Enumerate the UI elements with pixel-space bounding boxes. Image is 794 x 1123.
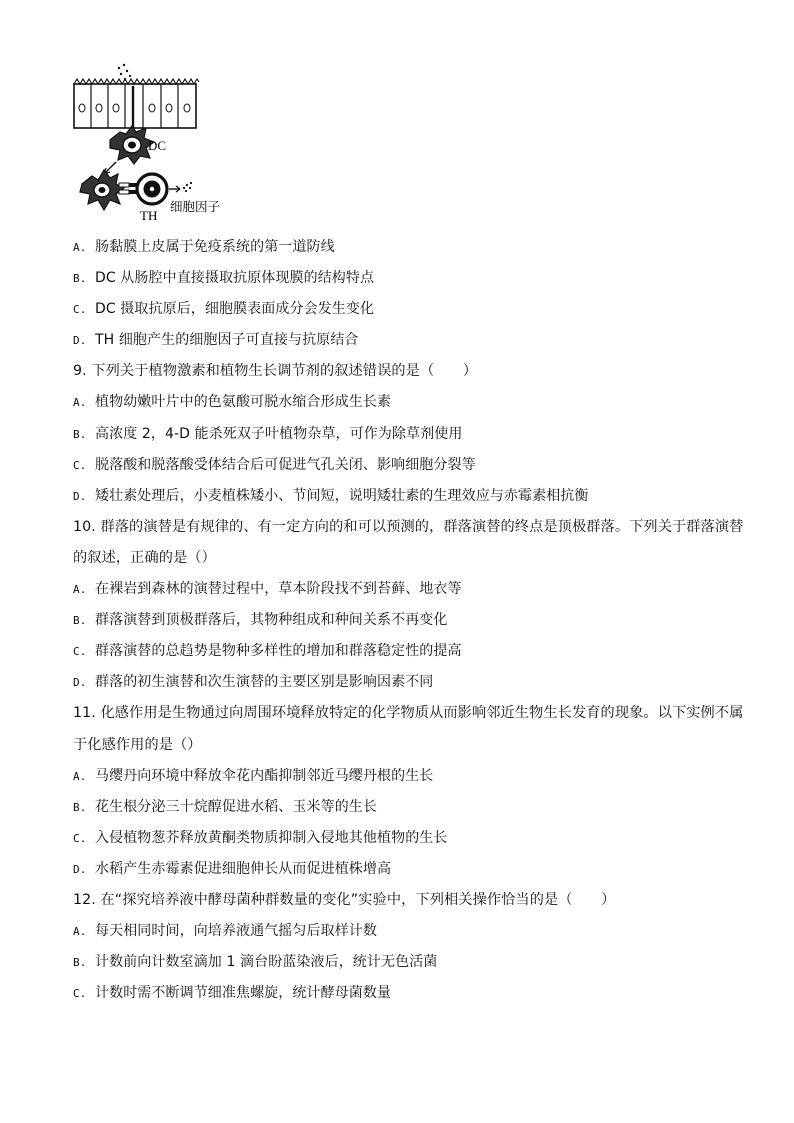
immune-diagram [72, 62, 252, 227]
option-label: C. [73, 645, 87, 659]
option-label: A. [73, 241, 87, 254]
option-label: B. [73, 427, 87, 441]
option-text: 水稻产生赤霉素促进细胞伸长从而促进植株增高 [95, 860, 392, 877]
option-line [73, 387, 733, 418]
option-label: A. [73, 769, 87, 783]
question-9-stem: 9. 下列关于植物激素和植物生长调节剂的叙述错误的是（ ） [73, 363, 478, 380]
option-label: C. [73, 831, 87, 845]
question-10-stem-cont: 的叙述，正确的是（） [73, 549, 216, 566]
option-line [73, 574, 733, 605]
option-label: B. [73, 956, 87, 970]
option-text: 植物幼嫩叶片中的色氨酸可脱水缩合形成生长素 [95, 394, 392, 411]
cytokine-dots [183, 182, 192, 192]
question-11-stem: 11. 化感作用是生物通过向周围环境释放特定的化学物质从而影响邻近生物生长发育的现象。以下实例不属 [73, 705, 744, 722]
option-label: A. [73, 925, 87, 939]
option-text: 高浓度 2，4-D 能杀死双子叶植物杂草，可作为除草剂使用 [95, 425, 463, 442]
option-label: C. [73, 987, 87, 1001]
dc-label: DC [148, 138, 167, 153]
option-line [73, 761, 733, 792]
option-label: B. [73, 614, 87, 628]
option-text: 花生根分泌三十烷醇促进水稻、玉米等的生长 [95, 798, 377, 815]
option-line [73, 636, 733, 667]
option-line [73, 854, 733, 885]
option-label: A. [73, 396, 87, 410]
option-text: 群落演替的总趋势是物种多样性的增加和群落稳定性的提高 [95, 643, 462, 660]
cytokine-label: 细胞因子 [170, 199, 221, 214]
antigen-dots [118, 64, 131, 80]
dc-presenting-cell [80, 170, 124, 210]
option-text: 群落演替到顶极群落后，其物种组成和种间关系不再变化 [95, 612, 448, 629]
option-text: DC 摄取抗原后，细胞膜表面成分会发生变化 [95, 301, 375, 318]
option-text: 脱落酸和脱落酸受体结合后可促进气孔关闭、影响细胞分裂等 [95, 456, 476, 473]
option-line [73, 947, 733, 978]
option-text: 肠黏膜上皮属于免疫系统的第一道防线 [95, 239, 335, 255]
option-text: 计数前向计数室滴加 1 滴台盼蓝染液后，统计无色活菌 [95, 954, 438, 971]
option-label: D. [73, 489, 87, 503]
option-label: D. [73, 676, 87, 690]
option-label: C. [73, 303, 87, 317]
option-label: A. [73, 583, 87, 597]
option-line [73, 232, 733, 263]
option-label: C. [73, 458, 87, 472]
option-line [73, 263, 733, 294]
option-line [73, 823, 733, 854]
th-cell [137, 174, 167, 204]
option-text: TH 细胞产生的细胞因子可直接与抗原结合 [95, 332, 359, 349]
option-text: 计数时需不断调节细准焦螺旋，统计酵母菌数量 [95, 985, 392, 1002]
option-line [73, 916, 733, 947]
option-text: 在裸岩到森林的演替过程中，草本阶段找不到苔藓、地衣等 [95, 581, 462, 598]
question-12-stem: 12. 在“探究培养液中酵母菌种群数量的变化”实验中，下列相关操作恰当的是（ ） [73, 891, 616, 908]
question-text [73, 232, 744, 1009]
option-line [73, 605, 733, 636]
option-line [73, 978, 733, 1009]
option-line [73, 792, 733, 823]
option-text: 入侵植物葱芥释放黄酮类物质抑制入侵地其他植物的生长 [95, 829, 448, 846]
th-label: TH [140, 208, 158, 223]
option-text: 每天相同时间，向培养液通气摇匀后取样计数 [95, 923, 377, 940]
option-line [73, 450, 733, 481]
question-10-stem: 10. 群落的演替是有规律的、有一定方向的和可以预测的，群落演替的终点是顶极群落。下列关于群落演替 [73, 518, 744, 535]
option-line [73, 294, 733, 325]
option-line [73, 481, 733, 512]
option-line [73, 325, 733, 356]
option-text: 矮壮素处理后，小麦植株矮小、节间短，说明矮壮素的生理效应与赤霉素相抗衡 [95, 487, 589, 504]
option-line [73, 419, 733, 450]
question-11-stem-cont: 于化感作用的是（） [73, 736, 202, 753]
option-line [73, 667, 733, 698]
option-text: 马缨丹向环境中释放伞花内酯抑制邻近马缨丹根的生长 [95, 767, 434, 784]
option-label: D. [73, 334, 87, 348]
option-text: 群落的初生演替和次生演替的主要区别是影响因素不同 [95, 674, 434, 691]
option-label: B. [73, 272, 87, 286]
option-label: B. [73, 800, 87, 814]
option-text: DC 从肠腔中直接摄取抗原体现膜的结构特点 [95, 270, 375, 287]
epithelium-cells [74, 79, 199, 128]
option-label: D. [73, 862, 87, 876]
